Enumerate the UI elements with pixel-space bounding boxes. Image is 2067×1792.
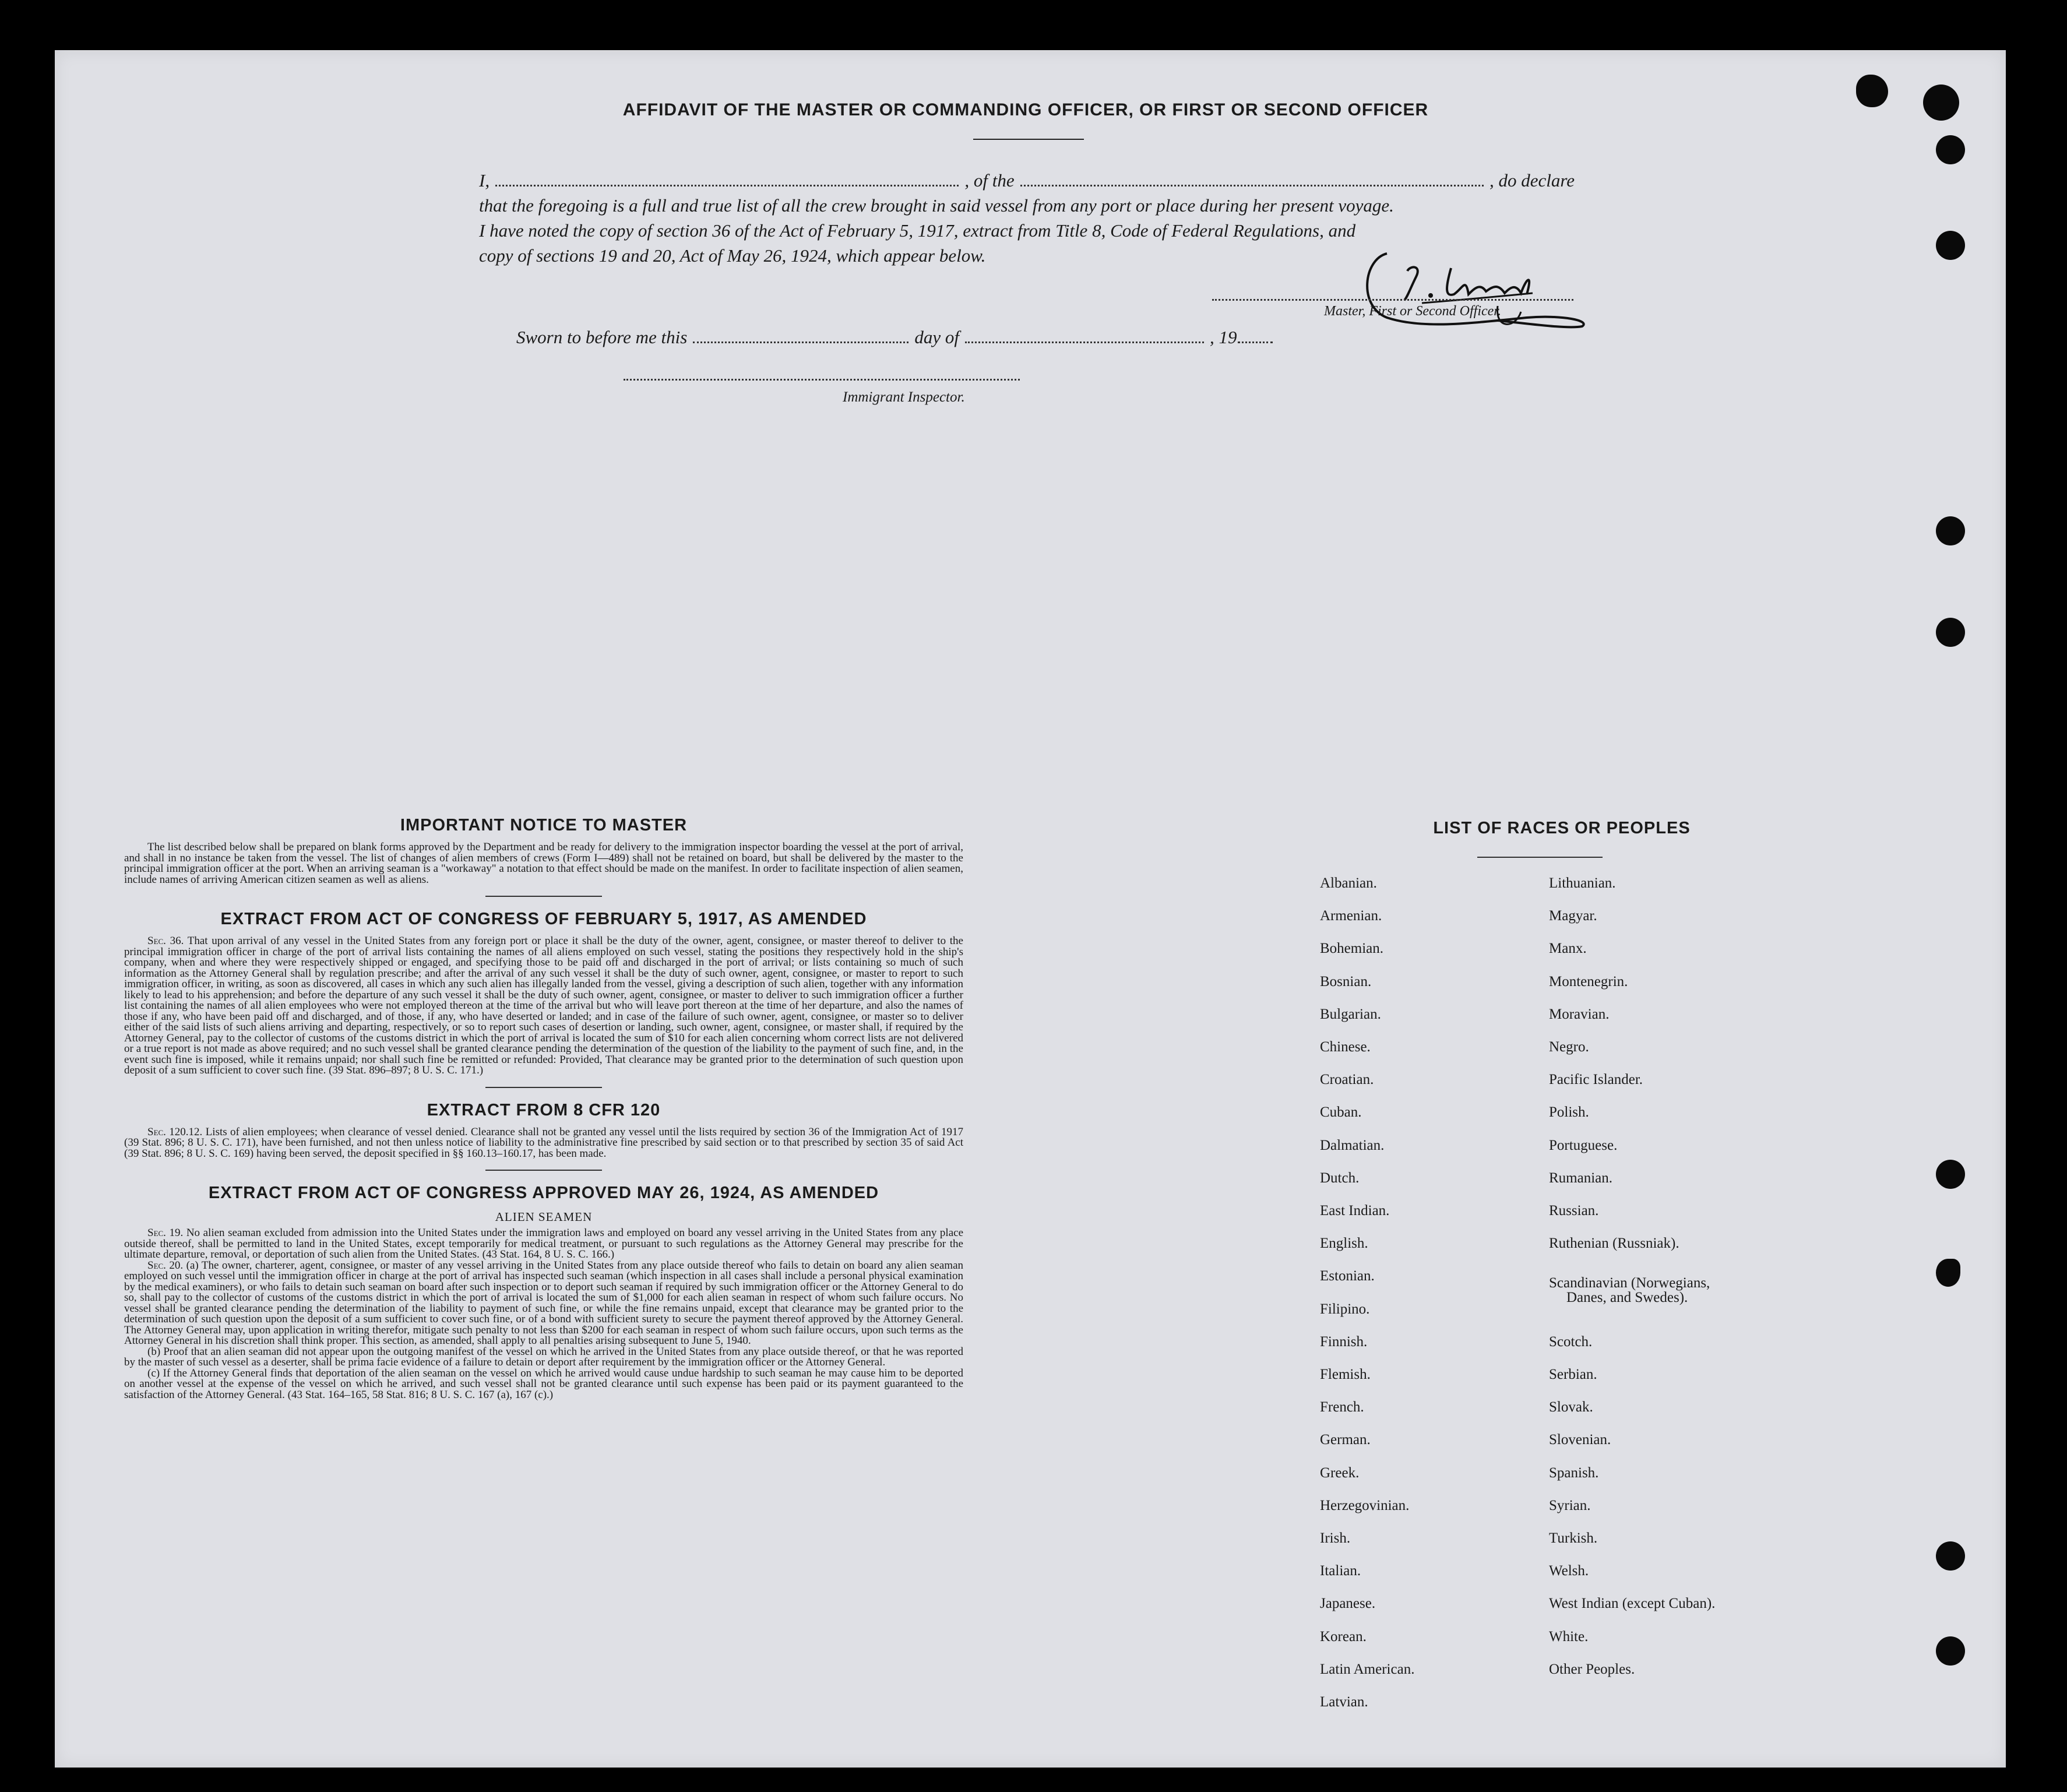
notice-heading: IMPORTANT NOTICE TO MASTER [400,816,688,835]
punch-hole [1856,75,1888,107]
race-item: Albanian. [1320,875,1377,891]
punch-hole [1936,618,1965,647]
race-item: Latvian. [1320,1694,1368,1710]
of-the-label: , of the [964,170,1015,191]
sworn-label: Sworn to before me this [516,327,688,347]
punch-hole [1923,85,1959,121]
race-item: Negro. [1549,1039,1589,1055]
race-item: Italian. [1320,1563,1361,1579]
punch-hole [1936,1259,1960,1287]
sec20-label: Sec. 20. [147,1259,184,1272]
i-label: I, [479,170,490,191]
race-item: Japanese. [1320,1596,1376,1612]
race-item: Croatian. [1320,1072,1374,1088]
race-item: Pacific Islander. [1549,1072,1643,1088]
section-divider [485,1170,602,1171]
race-item: Spanish. [1549,1464,1599,1481]
race-item: Slovak. [1549,1399,1593,1416]
declaration-text-4: copy of sections 19 and 20, Act of May 26, 1924, which appear below. [479,245,986,266]
race-item: Cuban. [1320,1104,1362,1121]
sec120-text: Lists of alien employees; when clearance of vessel denied. Clearance shall not be granted any vessel until the lists required by section 36 of the Immigration Act of 1917 (39 Stat. 896; 8 U. S. C. 171), have been furnished, and not then unless notice of liability to the administrative fine prescribed by said section or to that prescribed by section 35 of said Act (39 Stat. 896; 8 U. S. C. 169) having been served, the deposit specified in §§ 160.13–160.17, has been made. [124,1125,963,1160]
day-of-label: day of [914,327,959,347]
race-item: Manx. [1549,941,1587,957]
race-item: Danes, and Swedes). [1566,1289,1688,1305]
signature-line[interactable] [1212,299,1573,301]
race-item: Slovenian. [1549,1432,1611,1448]
sec36-label: Sec. 36. [147,935,184,947]
extract-1917-heading: EXTRACT FROM ACT OF CONGRESS OF FEBRUARY 5, 1917, AS AMENDED [220,910,867,928]
title-underline [973,139,1084,140]
sworn-year-blank[interactable] [1238,326,1273,343]
race-item: French. [1320,1399,1364,1416]
sec20a-text: (a) The owner, charterer, agent, consignee, or master of any vessel arriving in the United States from any place outside thereof who fails to detain on board any alien seaman employed on such vessel until the immigration officer in charge at the port of arrival has inspected such seaman (which inspection in all cases shall include a personal physical examination by the medical examiners), or who fails to detain such seaman on board after such inspection or to deport such seaman if required by such immigration officer or the Attorney General to do so, shall pay to the collector of customs of the customs district in which the port of arrival is located the sum of $1,000 for each alien seaman in respect of whom such failure occurs. No vessel shall be granted clearance pending the determination of the liability to payment of such fine, or while the fine remains unpaid, except that clearance may be granted prior to the determination of such question upon the deposit of a sum sufficient to cover such fine, or of a bond with sufficient surety to secure the payment thereof approved by the Attorney General. The Attorney General may, upon application in writing therefor, mitigate such penalty to not less than $200 for each seaman in respect of whom such failure occurs, upon such terms as the Attorney General in his discretion shall think proper. This section, as amended, shall apply to all penalties arising subsequent to June 5, 1940. [124,1259,963,1347]
race-item: Portuguese. [1549,1137,1618,1153]
race-item: Other Peoples. [1549,1661,1635,1677]
race-item: Turkish. [1549,1530,1598,1546]
race-item: Herzegovinian. [1320,1497,1410,1513]
sec36-text: That upon arrival of any vessel in the United States from any foreign port or place it shall be the duty of the owner, agent, consignee, or master thereof to deliver to the principal immigration officer in charge of the port of arrival lists containing the names of all aliens employed on such vessel, stating the positions they respectively hold in the ship's company, when and where they were respectively shipped or engaged, and specifying those to be paid off and discharged in the port of arrival; or lists containing so much of such information as the Attorney General shall by regulation prescribe; and after the arrival of any such vessel it shall be the duty of such owner, agent, consignee, or master to report to such immigration officer, in writing, as soon as discovered, all cases in which any such alien has illegally landed from the vessel, giving a description of such alien, together with any information likely to lead to his apprehension; and before the departure of any such vessel it shall be the duty of such owner, agent, consignee, or master to deliver to such immigration officer a further list containing the names of all alien employees who were not employed thereon at the time of the arrival but who will leave port thereon at the time of her departure, and also the names of those if any, who have been paid off and discharged, and of those, if any, who have deserted or landed; and in case of the failure of such owner, agent, consignee, or master so to deliver either of the said lists of such aliens arriving and departing, respectively, or so to report such cases of desertion or landing, such owner, agent, consignee, or master shall, if required by the Attorney General, pay to the collector of customs of the customs district in which the port of arrival is located the sum of $10 for each alien concerning whom correct lists are not delivered or a true report is not made as above required; and no such vessel shall be granted clearance pending the determination of the question of the liability to the payment of such fine, and, in the event such fine is imposed, while it remains unpaid; nor shall such fine be remitted or refunded: Provided, That clearance may be granted prior to the determination of such question upon deposit of a sum sufficient to cover such fine. (39 Stat. 896–897; 8 U. S. C. 171.) [124,935,963,1076]
race-item: Dalmatian. [1320,1137,1385,1153]
race-item: West Indian (except Cuban). [1549,1596,1716,1612]
races-title: LIST OF RACES OR PEOPLES [1433,819,1691,837]
declaration-text-3: I have noted the copy of section 36 of the Act of February 5, 1917, extract from Title 8, Code of Federal Regulations, and [479,220,1356,241]
punch-hole [1936,231,1965,260]
race-item: Filipino. [1320,1301,1370,1317]
race-item: Scandinavian (Norwegians, [1549,1275,1710,1291]
sec20b-body: (b) Proof that an alien seaman did not appear upon the outgoing manifest of the vessel on which he arrived in the United States from any place outside thereof, or that he was reported by the master of such vessel as a deserter, shall be prima facie evidence of a failure to detain or deport after requirement by the immigration officer or the Attorney General. [124,1345,963,1368]
race-item: English. [1320,1235,1368,1252]
sworn-month-blank[interactable] [965,326,1204,343]
race-item: Korean. [1320,1628,1367,1645]
race-item: Estonian. [1320,1268,1375,1284]
sworn-day-blank[interactable] [693,326,909,343]
alien-seamen-subheading: ALIEN SEAMEN [495,1210,593,1224]
handwritten-signature [1352,242,1597,335]
punch-hole [1936,1636,1965,1666]
sec19-body [124,1228,963,1261]
race-item: Magyar. [1549,908,1597,924]
section-divider [485,896,602,897]
inspector-caption: Immigrant Inspector. [843,389,965,405]
year-label: , 19 [1209,327,1237,347]
race-item: Montenegrin. [1549,973,1628,990]
race-item: East Indian. [1320,1203,1390,1219]
sec20c-body: (c) If the Attorney General finds that deportation of the alien seaman on the vessel on which he arrived would cause undue hardship to such seaman he may cause him to be deported on another vessel at the expense of the vessel on which he arrived, and such vessel shall not be granted clearance until such expense has been paid or its payment guaranteed to the satisfaction of the Attorney General. (43 Stat. 164–165, 58 Stat. 816; 8 U. S. C. 167 (a), 167 (c).) [124,1367,963,1401]
signature-caption: Master, First or Second Officer. [1324,304,1501,319]
race-item: Welsh. [1549,1563,1589,1579]
extract-cfr-body [124,1127,963,1160]
race-item: Bohemian. [1320,941,1384,957]
extract-cfr-heading: EXTRACT FROM 8 CFR 120 [427,1100,661,1119]
race-item: Chinese. [1320,1039,1371,1055]
races-title-underline [1477,857,1603,858]
race-item: Dutch. [1320,1170,1360,1186]
declaration-line [479,168,1575,193]
race-item: Russian. [1549,1203,1599,1219]
race-item: Scotch. [1549,1333,1593,1350]
legal-notices-column [124,816,963,1400]
race-item: Moravian. [1549,1006,1610,1022]
race-item: Serbian. [1549,1367,1597,1382]
extract-1924-heading: EXTRACT FROM ACT OF CONGRESS APPROVED MAY 26, 1924, AS AMENDED [208,1184,879,1202]
name-blank[interactable] [495,170,959,186]
vessel-blank[interactable] [1020,170,1484,186]
race-item: White. [1549,1628,1589,1645]
do-declare-label: , do declare [1489,170,1575,191]
race-item: German. [1320,1432,1371,1448]
race-item: Bulgarian. [1320,1006,1381,1022]
sec19-label: Sec. 19. [147,1227,184,1239]
section-divider [485,1087,602,1088]
declaration-text-2: that the foregoing is a full and true list of all the crew brought in said vessel from any port or place during her present voyage. [479,195,1394,216]
inspector-signature-line[interactable] [624,379,1020,381]
race-item: Lithuanian. [1549,875,1616,891]
race-item: Armenian. [1320,908,1382,924]
race-item: Ruthenian (Russniak). [1549,1235,1679,1252]
race-item: Bosnian. [1320,973,1372,990]
sec20a-body [124,1261,963,1347]
punch-hole [1936,1160,1965,1189]
sec120-label: Sec. 120.12. [147,1125,203,1138]
punch-hole [1936,516,1965,545]
sworn-line [516,326,1279,348]
punch-hole [1936,135,1965,164]
affidavit-title: AFFIDAVIT OF THE MASTER OR COMMANDING OFFICER, OR FIRST OR SECOND OFFICER [622,100,1429,119]
extract-1917-body [124,936,963,1076]
race-item: Finnish. [1320,1333,1368,1350]
race-item: Rumanian. [1549,1170,1613,1186]
punch-hole [1936,1541,1965,1571]
race-item: Flemish. [1320,1367,1371,1382]
race-item: Greek. [1320,1464,1360,1481]
race-item: Syrian. [1549,1497,1591,1513]
notice-body: The list described below shall be prepared on blank forms approved by the Department and be ready for delivery to the immigration inspector boarding the vessel at the port of arrival, and shall in no instance be taken from the vessel. The list of changes of alien members of crews (Form I—489) shall not be retained on board, but shall be delivered by the master to the principal immigration officer at the port. When an arriving seaman is a "workaway" a notation to that effect should be made on the manifest. In order to facilitate inspection of alien seamen, include names of arriving American citizen seamen as well as aliens. [124,841,963,886]
sec19-text: No alien seaman excluded from admission into the United States under the immigration laws and employed on board any vessel arriving in the United States from any place outside thereof, shall be permitted to land in the United States, except temporarily for medical treatment, or pursuant to such regulations as the Attorney General may prescribe for the ultimate departure, removal, or deportation of such alien from the United States. (43 Stat. 164, 8 U. S. C. 166.) [124,1227,964,1261]
race-item: Polish. [1549,1104,1589,1121]
race-item: Latin American. [1320,1661,1415,1677]
race-item: Irish. [1320,1530,1351,1546]
